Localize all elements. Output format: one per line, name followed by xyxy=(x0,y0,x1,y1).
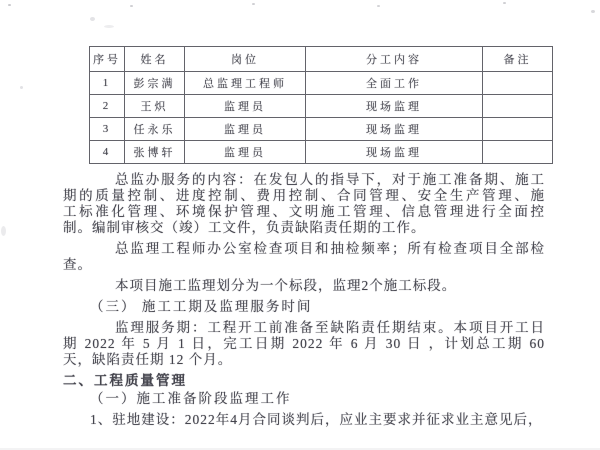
supervision-staff-table xyxy=(89,46,553,164)
text-line: 工标准化管理、环境保护管理、文明施工管理、信息管理进行全面控 xyxy=(63,204,545,219)
scan-speck xyxy=(20,86,23,89)
heading-chapter-two xyxy=(63,373,545,389)
table-row xyxy=(90,95,553,118)
section-heading: （三） 施工工期及监理服务时间 xyxy=(90,299,313,314)
header-cell-remark: 备注 xyxy=(483,47,553,72)
header-cell-index: 序号 xyxy=(90,47,125,72)
header-cell-name: 姓名 xyxy=(125,47,185,72)
cell-name: 张博轩 xyxy=(125,141,185,164)
scan-smudge xyxy=(90,17,95,21)
cell-index: 2 xyxy=(90,95,125,118)
scan-speck xyxy=(377,5,380,7)
document-body xyxy=(63,172,545,433)
cell-post: 总监理工程师 xyxy=(185,72,306,95)
cell-post: 监理员 xyxy=(185,141,306,164)
table-row xyxy=(90,118,553,141)
scan-smudge xyxy=(1,226,6,236)
cell-name: 任永乐 xyxy=(125,118,185,141)
paragraph-site-construction xyxy=(63,412,545,428)
cell-duty: 现场监理 xyxy=(306,95,483,118)
text-line: 监理服务期：工程开工前准备至缺陷责任期结束。本项目开工日 xyxy=(115,320,545,335)
text-line: 天，缺陷责任期 12 个月。 xyxy=(63,352,233,367)
table-row xyxy=(90,141,553,164)
cell-duty: 全面工作 xyxy=(306,72,483,95)
table-row xyxy=(90,72,553,95)
text-line: 1、驻地建设：2022年4月合同谈判后，应业主要求并征求业主意见后， xyxy=(90,412,543,427)
paragraph-sections xyxy=(63,278,545,294)
scan-speck xyxy=(252,3,255,5)
cell-name: 王炽 xyxy=(125,95,185,118)
cell-name: 彭宗满 xyxy=(125,72,185,95)
text-line: 总监办服务的内容：在发包人的指导下，对于施工准备期、施工 xyxy=(115,172,545,187)
cell-index: 3 xyxy=(90,118,125,141)
scan-speck xyxy=(8,4,11,6)
header-cell-post: 岗位 xyxy=(185,47,306,72)
paragraph-service-scope xyxy=(63,172,545,236)
cell-index: 1 xyxy=(90,72,125,95)
cell-remark xyxy=(483,72,553,95)
cell-index: 4 xyxy=(90,141,125,164)
cell-post: 监理员 xyxy=(185,118,306,141)
cell-duty: 现场监理 xyxy=(306,118,483,141)
chapter-heading: 二、工程质量管理 xyxy=(63,373,187,388)
scan-speck xyxy=(591,10,595,13)
section-heading: （一）施工准备阶段监理工作 xyxy=(90,391,292,406)
text-line: 制。编制审核交（竣）工文件，负责缺陷责任期的工作。 xyxy=(63,220,426,235)
text-line: 总监理工程师办公室检查项目和抽检频率；所有检查项目全部检 xyxy=(115,241,545,256)
paragraph-schedule xyxy=(63,320,545,368)
cell-post: 监理员 xyxy=(185,95,306,118)
heading-section-one xyxy=(63,391,545,407)
text-line: 查。 xyxy=(63,257,92,272)
scan-smudge xyxy=(104,25,114,28)
text-line: 期的质量控制、进度控制、费用控制、合同管理、安全生产管理、施 xyxy=(63,188,545,203)
cell-remark xyxy=(483,118,553,141)
cell-remark xyxy=(483,141,553,164)
cell-duty: 现场监理 xyxy=(306,141,483,164)
heading-section-three xyxy=(63,299,545,315)
cell-remark xyxy=(483,95,553,118)
paragraph-inspection xyxy=(63,241,545,273)
scan-speck xyxy=(130,5,133,7)
text-line: 本项目施工监理划分为一个标段，监理2个施工标段。 xyxy=(115,278,457,293)
header-cell-duty: 分工内容 xyxy=(306,47,483,72)
table-header-row xyxy=(90,47,553,72)
scan-speck xyxy=(503,2,506,4)
text-line: 期 2022 年 5 月 1 日，完工日期 2022 年 6 月 30 日 ，计划总工期 60 xyxy=(63,336,545,351)
